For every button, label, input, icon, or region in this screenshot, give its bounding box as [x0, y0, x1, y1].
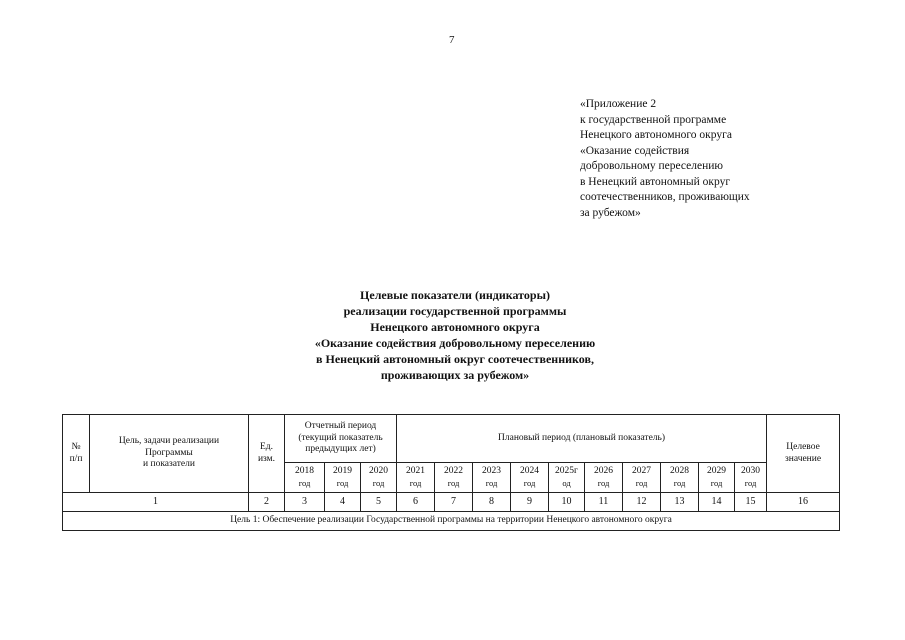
- year-cell: 2026 год: [585, 463, 623, 493]
- column-number: 11: [585, 493, 623, 512]
- column-number: 7: [435, 493, 473, 512]
- column-number: 13: [661, 493, 699, 512]
- appendix-line: соотечественников, проживающих: [580, 191, 750, 203]
- column-number: 10: [549, 493, 585, 512]
- title-line: Целевые показатели (индикаторы): [360, 288, 550, 302]
- year-cell: 2020 год: [361, 463, 397, 493]
- appendix-line: «Оказание содействия: [580, 144, 690, 157]
- title-line: в Ненецкий автономный округ соотечественников,: [316, 352, 594, 366]
- year-cell: 2018 год: [285, 463, 325, 493]
- goal-row: Цель 1: Обеспечение реализации Государственной программы на территории Ненецкого автономного округа: [63, 512, 840, 531]
- year-cell: 2021 год: [397, 463, 435, 493]
- page-number: 7: [449, 34, 455, 46]
- year-cell: 2024 год: [511, 463, 549, 493]
- header-target-value: Целевое значение: [767, 415, 840, 493]
- header-goal: Цель, задачи реализации Программы и показатели: [90, 415, 249, 493]
- column-number: 15: [735, 493, 767, 512]
- year-cell: 2023 год: [473, 463, 511, 493]
- column-number: 1: [63, 493, 249, 512]
- title-line: Ненецкого автономного округа: [370, 320, 540, 334]
- column-number: 16: [767, 493, 840, 512]
- year-cell: 2019 год: [325, 463, 361, 493]
- column-number: 14: [699, 493, 735, 512]
- header-planned-period: Плановый период (плановый показатель): [397, 415, 767, 463]
- document-title: [200, 287, 710, 383]
- appendix-line: «Приложение 2: [580, 98, 657, 110]
- appendix-line: в Ненецкий автономный округ: [580, 175, 731, 188]
- year-cell: 2025г од: [549, 463, 585, 493]
- year-cell: 2022 год: [435, 463, 473, 493]
- indicators-table: [62, 414, 840, 531]
- column-number: 5: [361, 493, 397, 512]
- year-cell: 2029 год: [699, 463, 735, 493]
- year-cell: 2027 год: [623, 463, 661, 493]
- header-unit: Ед. изм.: [249, 415, 285, 493]
- column-number: 3: [285, 493, 325, 512]
- title-line: «Оказание содействия добровольному переселению: [314, 336, 596, 350]
- column-number: 2: [249, 493, 285, 512]
- column-number: 9: [511, 493, 549, 512]
- column-number: 6: [397, 493, 435, 512]
- appendix-line: к государственной программе: [580, 113, 727, 126]
- appendix-line: за рубежом»: [580, 206, 641, 219]
- title-line: проживающих за рубежом»: [380, 368, 530, 382]
- column-number: 8: [473, 493, 511, 512]
- column-number: 12: [623, 493, 661, 512]
- column-number: 4: [325, 493, 361, 512]
- year-cell: 2030 год: [735, 463, 767, 493]
- title-line: реализации государственной программы: [343, 304, 567, 318]
- appendix-block: [580, 97, 820, 221]
- appendix-line: добровольному переселению: [580, 160, 723, 172]
- appendix-line: Ненецкого автономного округа: [580, 129, 732, 141]
- year-cell: 2028 год: [661, 463, 699, 493]
- header-number: № п/п: [63, 415, 90, 493]
- header-reporting-period: Отчетный период (текущий показатель предыдущих лет): [285, 415, 397, 463]
